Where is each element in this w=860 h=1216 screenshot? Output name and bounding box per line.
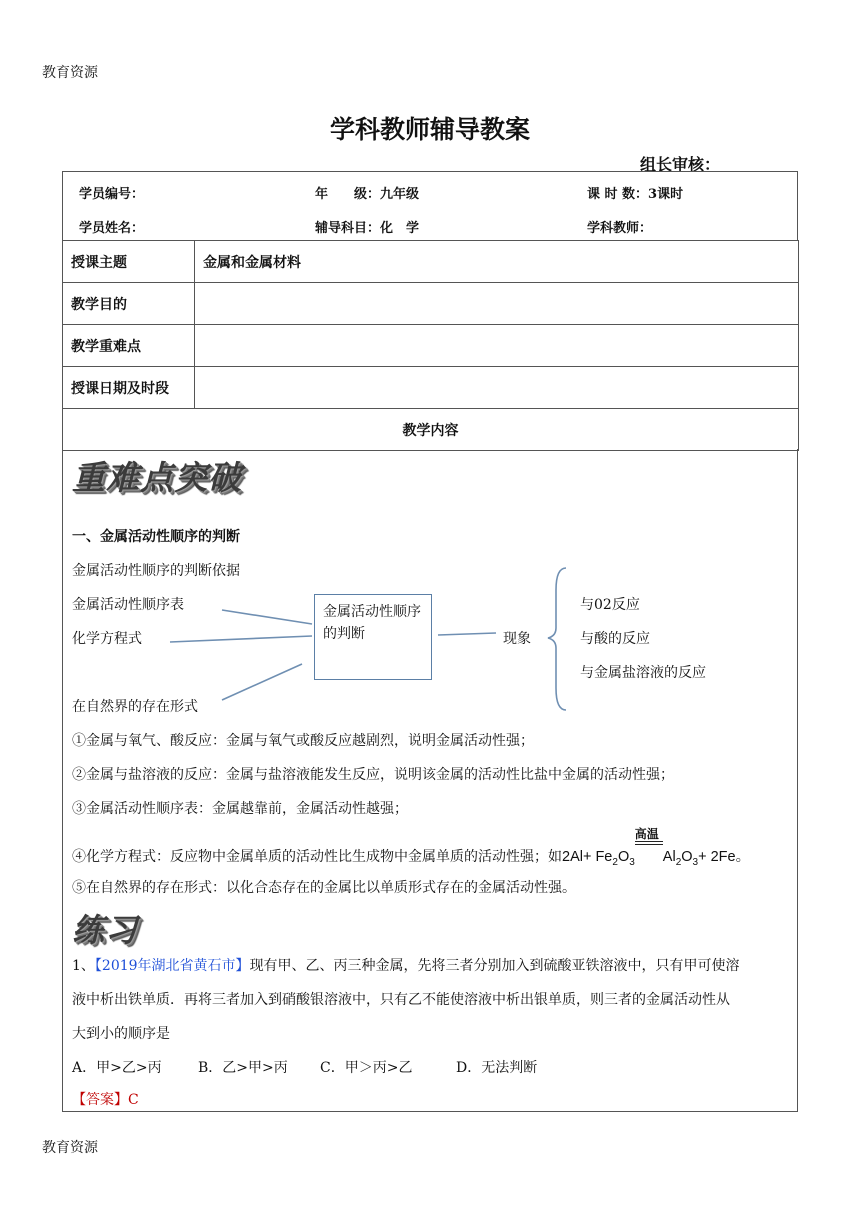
option-a: A．甲>乙>丙: [72, 1060, 162, 1076]
eq-o: O: [681, 849, 693, 865]
point-5: ⑤在自然界的存在形式：以化合态存在的金属比以单质形式存在的金属活动性强。: [72, 880, 576, 896]
connector-line: [170, 636, 312, 642]
grade-label: 年 级：九年级: [315, 187, 420, 202]
eq-sub: 2: [612, 856, 618, 868]
hours-label: 课 时 数：3课时: [587, 187, 684, 202]
review-label: 组长审核：: [640, 155, 721, 174]
diagram-center-text: 金属活动性顺序的判断: [323, 604, 421, 642]
page-title: 学科教师辅导教案: [329, 115, 530, 144]
eq-sub: 3: [629, 856, 635, 868]
date-label: 授课日期及时段: [63, 367, 195, 409]
key-label: 教学重难点: [63, 325, 195, 367]
point-4: [72, 827, 751, 868]
topic-value: 金属和金属材料: [195, 241, 799, 283]
point-1: ①金属与氧气、酸反应：金属与氧气或酸反应越剧烈，说明金属活动性强；: [72, 733, 534, 749]
diagram-left-3: 在自然界的存在形式: [72, 699, 198, 715]
point-4-text: ④化学方程式：反应物中金属单质的活动性比生成物中金属单质的活动性强；如: [72, 849, 562, 865]
subject-label: 辅导科目：化 学: [315, 221, 420, 236]
exercise-line-2: 液中析出铁单质．再将三者加入到硝酸银溶液中，只有乙不能使溶液中析出银单质，则三者的金属活动性从: [72, 992, 730, 1008]
option-b: B．乙>甲>丙: [198, 1060, 288, 1076]
eq-line: [635, 841, 663, 842]
point-2: ②金属与盐溶液的反应：金属与盐溶液能发生反应，说明该金属的活动性比盐中金属的活动性强；: [72, 767, 674, 783]
answer-label: 【答案】: [72, 1092, 128, 1108]
exercise-line-3: 大到小的顺序是: [72, 1026, 170, 1042]
eq-o: O: [617, 849, 630, 865]
eq-line: [635, 844, 663, 845]
topic-label: 授课主题: [63, 241, 195, 283]
eq-condition-text: 高温: [634, 827, 659, 841]
option-c: C．甲＞丙>乙: [320, 1060, 413, 1076]
exercise-text: 现有甲、乙、丙三种金属，先将三者分别加入到硫酸亚铁溶液中，只有甲可使溶: [249, 958, 740, 974]
diagram-basis: 金属活动性顺序的判断依据: [72, 563, 240, 579]
diagram-right-1: 与02反应: [580, 597, 640, 613]
option-d: D．无法判断: [456, 1060, 538, 1076]
diagram-brace: [548, 568, 566, 710]
eq-sub: 2: [675, 856, 682, 868]
diagram-left-1: 金属活动性顺序表: [72, 597, 184, 613]
content-label: 教学内容: [63, 409, 799, 451]
eq-left: 2Al+ Fe: [562, 849, 613, 865]
eq-tail: + 2Fe。: [698, 849, 751, 865]
eq-condition: [634, 827, 663, 861]
eq-right: Al: [662, 849, 676, 865]
exercise-source: 【2019年湖北省黄石市】: [94, 958, 250, 974]
eq-sub: 3: [692, 856, 699, 868]
chemical-equation: [562, 827, 751, 868]
teacher-label: 学科教师：: [587, 221, 653, 236]
page-footer: 教育资源: [42, 1140, 98, 1156]
answer-value: C: [128, 1092, 139, 1108]
diagram-right-2: 与酸的反应: [580, 631, 650, 647]
wordart-practice: 练习: [72, 911, 139, 949]
connector-line: [438, 633, 496, 635]
exercise-number: 1、: [72, 958, 95, 974]
goal-label: 教学目的: [63, 283, 195, 325]
exercise-line-1: [72, 955, 740, 975]
page-header: 教育资源: [42, 65, 98, 81]
section-title: 一、金属活动性顺序的判断: [72, 529, 240, 545]
connector-line: [222, 610, 312, 624]
diagram-right-label: 现象: [503, 631, 531, 647]
student-id-label: 学员编号：: [79, 187, 145, 202]
answer: [72, 1089, 139, 1109]
point-3: ③金属活动性顺序表：金属越靠前，金属活动性越强；: [72, 801, 408, 817]
diagram-right-3: 与金属盐溶液的反应: [580, 665, 706, 681]
connector-line: [222, 664, 302, 700]
diagram-left-2: 化学方程式: [72, 631, 142, 647]
wordart-key-points: 重难点突破: [72, 458, 242, 497]
student-name-label: 学员姓名：: [79, 221, 145, 236]
